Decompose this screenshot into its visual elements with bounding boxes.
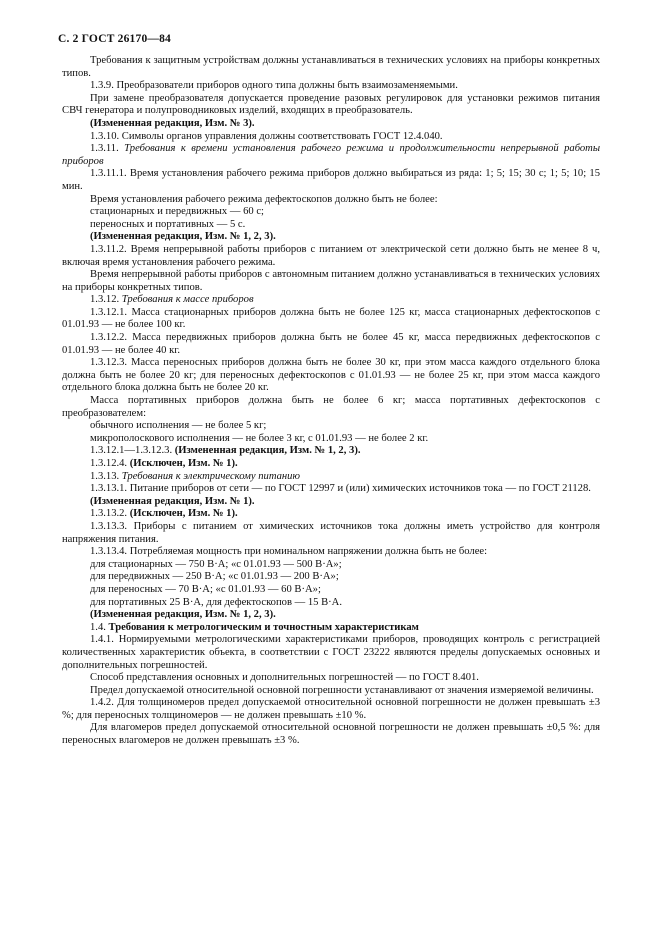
paragraph: Предел допускаемой относительной основной погрешности устанавливают от значения измеряемой величины. (90, 684, 594, 696)
paragraph: 1.3.13.4. Потребляемая мощность при номинальном напряжении должна быть не более: (90, 546, 488, 558)
section-heading: 1.3.13. Требования к электрическому питанию (90, 470, 300, 482)
amendment-note: 1.3.12.1—1.3.12.3. (Измененная редакция, Изм. № 1, 2, 3). (90, 445, 361, 457)
list-item: переносных и портативных — 5 с. (90, 218, 246, 230)
paragraph: Время непрерывной работы приборов с автономным питанием должно устанавливаться в технических условиях на приборы конкретных типов. (62, 269, 600, 293)
excluded-note: 1.3.12.4. (Исключен, Изм. № 1). (90, 458, 238, 469)
section-heading: 1.4. Требования к метрологическим и точностным характеристикам (90, 621, 419, 633)
paragraph: Требования к защитным устройствам должны устанавливаться в технических условиях на приборы конкретных типов. (62, 55, 600, 79)
page-header: С. 2 ГОСТ 26170—84 (58, 33, 171, 45)
paragraph: При замене преобразователя допускается проведение разовых регулировок для установки режимов питания СВЧ генератора и полупроводниковых изделий, входящих в преобразователь. (62, 92, 600, 117)
paragraph: Для влагомеров предел допускаемой относительной основной погрешности не должен превышать ±0,5 %: для переносных влагомеров не должен превышать ±3 %. (62, 722, 600, 747)
paragraph: Время установления рабочего режима дефектоскопов должно быть не более: (90, 193, 438, 205)
amendment-note: (Измененная редакция, Изм. № 1, 2, 3). (90, 231, 276, 243)
section-heading: 1.3.11. Требования к времени установления рабочего режима и продолжительности непрерывной работы приборов (62, 143, 601, 167)
paragraph: Способ представления основных и дополнительных погрешностей — по ГОСТ 8.401. (90, 672, 479, 684)
list-item: для передвижных — 250 В·А; «с 01.01.93 — 200 В·А»; (90, 571, 339, 583)
list-item: обычного исполнения — не более 5 кг; (90, 420, 267, 432)
paragraph: 1.3.12.1. Масса стационарных приборов должна быть не более 125 кг, масса стационарных дефектоскопов с 01.01.93 — не более 100 кг. (62, 306, 600, 331)
list-item: для переносных — 70 В·А; «с 01.01.93 — 60 В·А»; (90, 583, 321, 595)
paragraph: 1.3.9. Преобразователи приборов одного типа должны быть взаимозаменяемыми. (90, 80, 458, 92)
paragraph: 1.3.10. Символы органов управления должны соответствовать ГОСТ 12.4.040. (90, 130, 443, 142)
paragraph: 1.4.2. Для толщиномеров предел допускаемой относительной основной погрешности не должен превышать ±3 %; для переносных толщиномеров — не должен превышать ±10 %. (62, 697, 600, 721)
paragraph: 1.3.12.3. Масса переносных приборов должна быть не более 30 кг, при этом масса каждого отдельного блока должна быть не более 20 кг; для переносных дефектоскопов с 01.01.93 — не более 25 кг, при этом масса каждого отдельного блока должна быть не более 20 кг. (62, 357, 600, 394)
paragraph: Масса портативных приборов должна быть не более 6 кг; масса портативных дефектоскопов с преобразователем: (62, 395, 600, 419)
paragraph: 1.3.13.1. Питание приборов от сети — по ГОСТ 12997 и (или) химических источников тока — по ГОСТ 21128. (90, 483, 591, 495)
list-item: для стационарных — 750 В·А; «с 01.01.93 — 500 В·А»; (90, 558, 342, 570)
excluded-note: 1.3.13.2. (Исключен, Изм. № 1). (90, 508, 238, 520)
amendment-note: (Измененная редакция, Изм. № 1, 2, 3). (90, 609, 276, 621)
list-item: стационарных и передвижных — 60 с; (90, 206, 264, 218)
paragraph: 1.3.12.2. Масса передвижных приборов должна быть не более 45 кг, масса передвижных дефектоскопов с 01.01.93 — не более 40 кг. (62, 332, 600, 356)
amendment-note: (Измененная редакция, Изм. № 3). (90, 117, 255, 129)
section-heading: 1.3.12. Требования к массе приборов (90, 294, 254, 306)
paragraph: 1.3.11.2. Время непрерывной работы приборов с питанием от электрической сети должно быть не менее 8 ч, включая время установления рабочего режима. (62, 243, 600, 268)
paragraph: 1.3.13.3. Приборы с питанием от химических источников тока должны иметь устройство для контроля напряжения питания. (62, 520, 600, 545)
paragraph: 1.3.11.1. Время установления рабочего режима приборов должно выбираться из ряда: 1; 5; 15; 30 с; 1; 5; 10; 15 мин. (62, 168, 600, 192)
list-item: микрополоскового исполнения — не более 3 кг, с 01.01.93 — не более 2 кг. (90, 432, 429, 444)
list-item: для портативных 25 В·А, для дефектоскопов — 15 В·А. (90, 596, 342, 608)
document-body (62, 55, 600, 748)
amendment-note: (Измененная редакция, Изм. № 1). (90, 495, 255, 507)
paragraph: 1.4.1. Нормируемыми метрологическими характеристиками приборов, проводящих контроль с регистрацией количественных характеристик объекта, в соответствии с ГОСТ 23222 являются пределы допускаемых основных и дополнительных погрешностей. (62, 634, 600, 671)
